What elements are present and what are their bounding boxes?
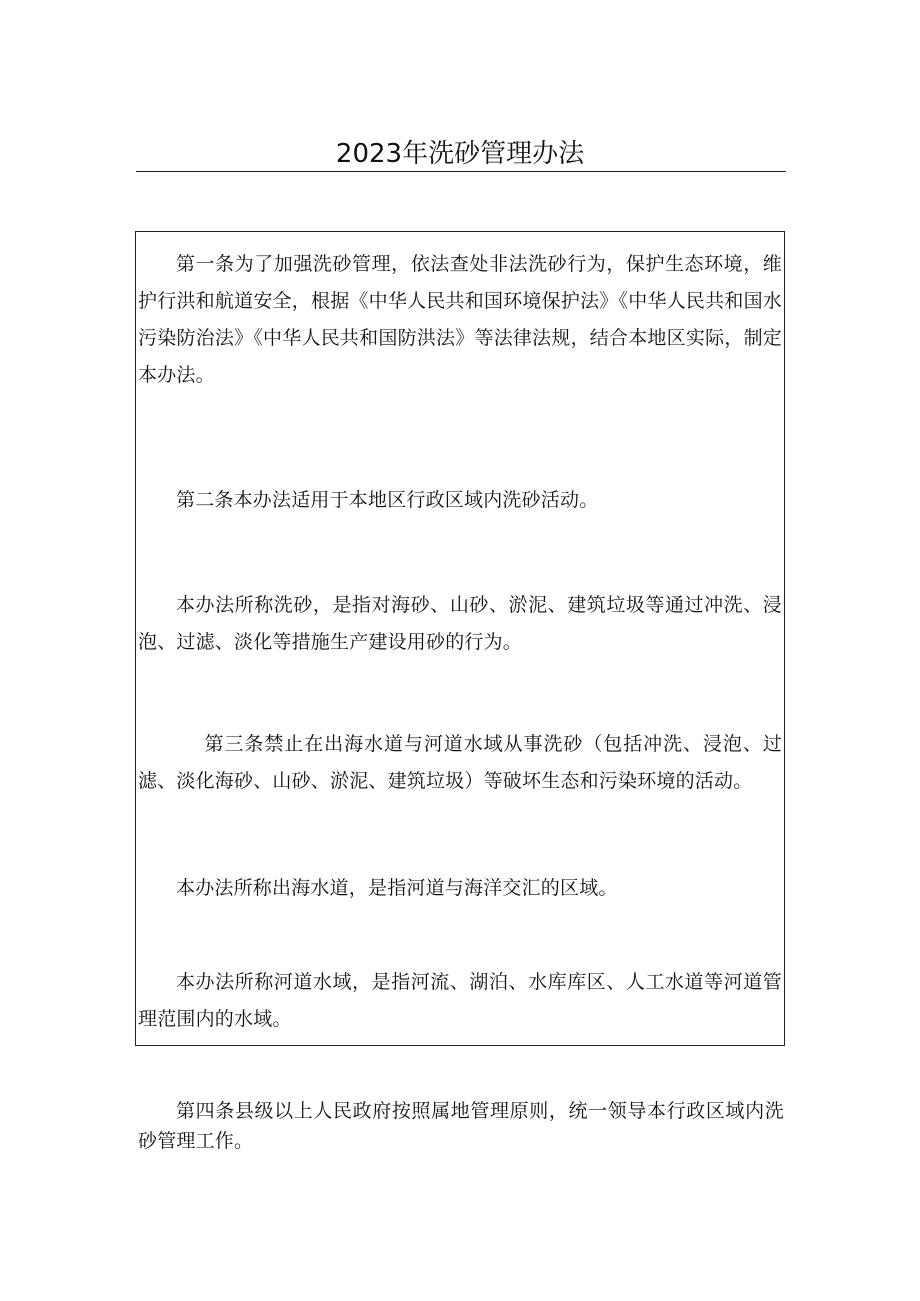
estuary-definition-paragraph: 本办法所称出海水道，是指河道与海洋交汇的区域。 xyxy=(176,877,618,899)
sand-washing-definition-paragraph: 本办法所称洗砂，是指对海砂、山砂、淤泥、建筑垃圾等通过冲洗、浸泡、过滤、淡化等措施生产建设用砂的行为。 xyxy=(138,594,782,653)
article-2-paragraph: 第二条本办法适用于本地区行政区域内洗砂活动。 xyxy=(176,489,599,511)
document-title: 2023年洗砂管理办法 xyxy=(335,139,585,169)
article-4-paragraph: 第四条县级以上人民政府按照属地管理原则，统一领导本行政区域内洗砂管理工作。 xyxy=(138,1100,784,1152)
title-underline xyxy=(136,171,786,172)
river-waters-definition-paragraph: 本办法所称河道水域，是指河流、湖泊、水库库区、人工水道等河道管理范围内的水域。 xyxy=(138,971,782,1030)
article-3-paragraph: 第三条禁止在出海水道与河道水域从事洗砂（包括冲洗、浸泡、过滤、淡化海砂、山砂、淤泥、建筑垃圾）等破坏生态和污染环境的活动。 xyxy=(138,733,782,792)
article-1-paragraph: 第一条为了加强洗砂管理，依法查处非法洗砂行为，保护生态环境，维护行洪和航道安全，根据《中华人民共和国环境保护法》《中华人民共和国水污染防治法》《中华人民共和国防洪法》等法律法规，结合本地区实际，制定本办法。 xyxy=(138,253,782,386)
